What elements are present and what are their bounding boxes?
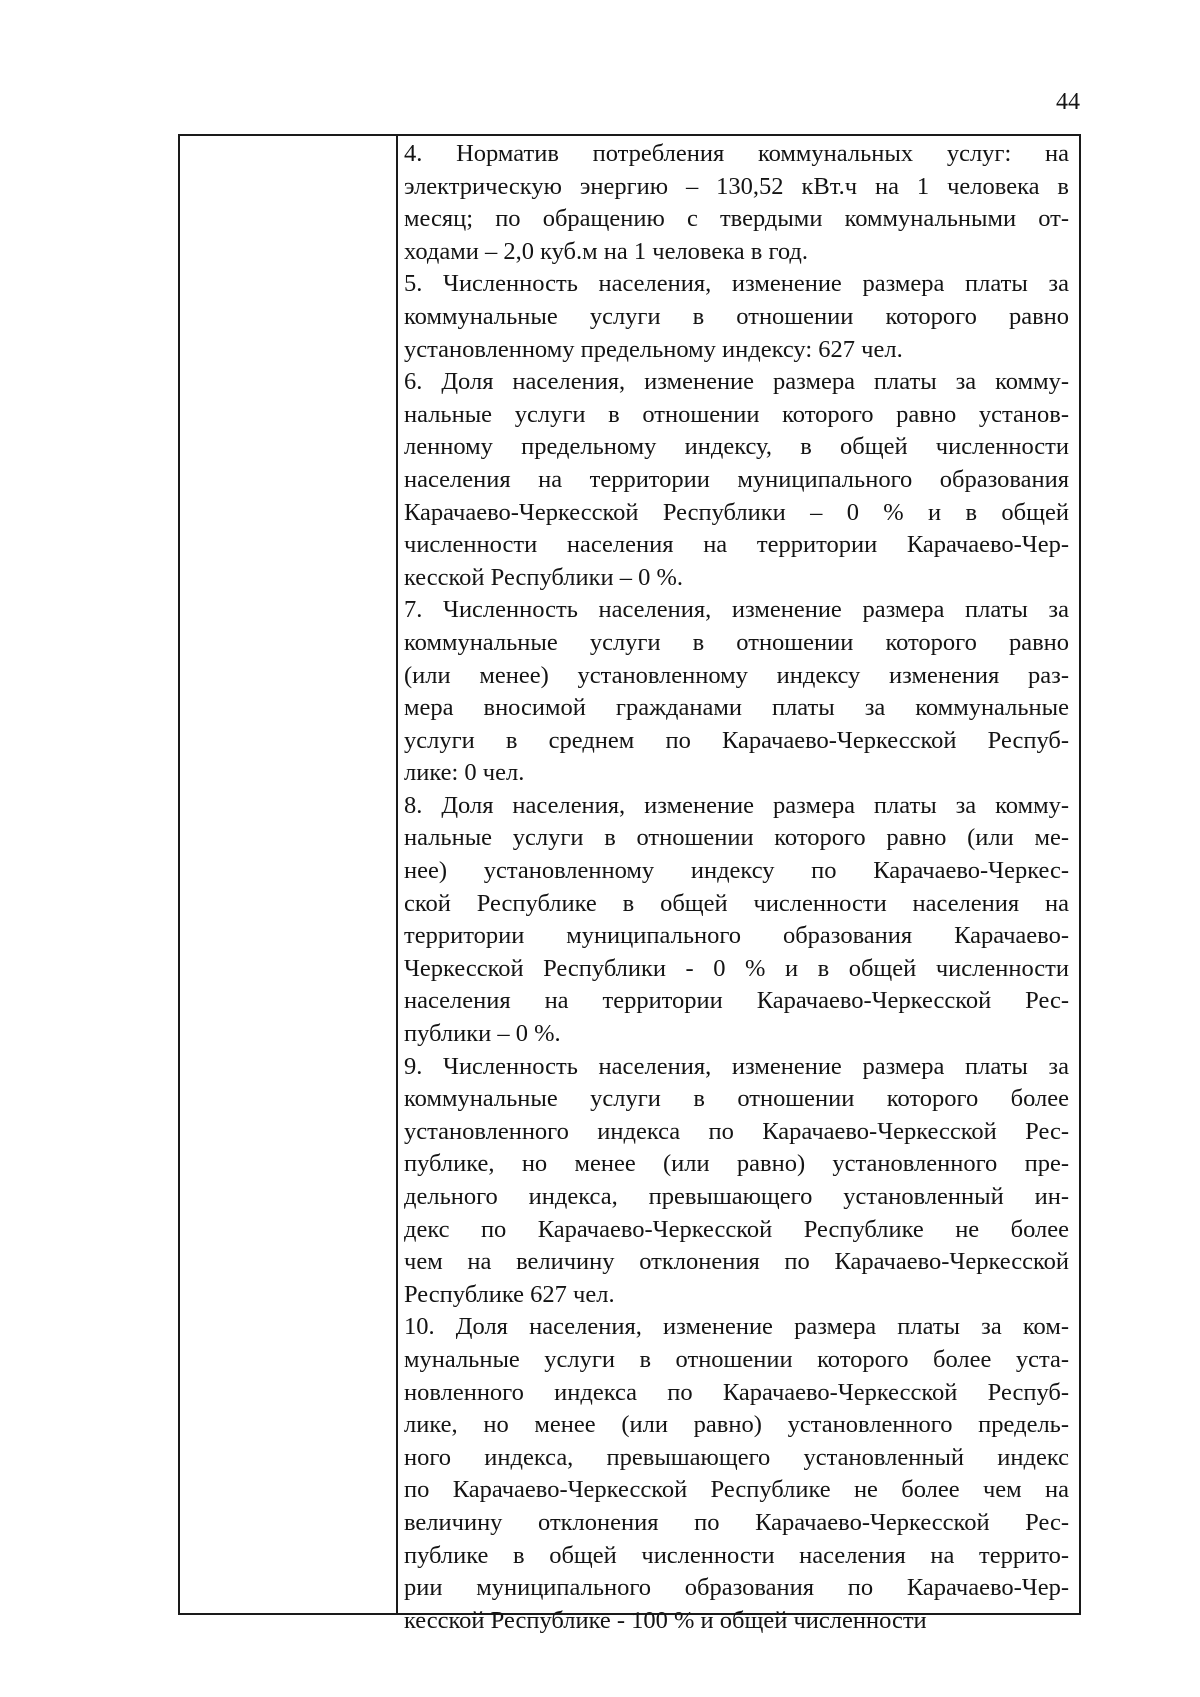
- text-line: 10. Доля населения, изменение размера платы за ком-: [404, 1313, 1069, 1341]
- text-line: 4. Норматив потребления коммунальных услуг: на: [404, 140, 1069, 167]
- text-line: чем на величину отклонения по Карачаево-Черкесской: [404, 1248, 1069, 1276]
- text-line: установленному предельному индексу: 627 чел.: [404, 335, 903, 363]
- list-item: [404, 594, 1069, 790]
- text-line: публике в общей численности населения на террито-: [404, 1541, 1069, 1569]
- text-line: публике, но менее (или равно) установленного пре-: [404, 1150, 1069, 1178]
- text-line: 5. Численность населения, изменение размера платы за: [404, 270, 1069, 298]
- text-line: рии муниципального образования по Карачаево-Чер-: [404, 1574, 1069, 1602]
- list-item: [404, 1311, 1069, 1637]
- text-line: 7. Численность населения, изменение размера платы за: [404, 596, 1069, 624]
- list-item: [404, 1051, 1069, 1312]
- text-line: электрическую энергию – 130,52 кВт.ч на 1 человека в: [404, 172, 1069, 200]
- list-item: [404, 366, 1069, 594]
- text-line: коммунальные услуги в отношении которого равно: [404, 628, 1069, 656]
- text-line: лике: 0 чел.: [404, 759, 525, 787]
- list-item: [404, 138, 1069, 268]
- text-line: (или менее) установленному индексу изменения раз-: [404, 661, 1069, 689]
- text-line: Черкесской Республики - 0 % и в общей численности: [404, 954, 1069, 982]
- page-number: 44: [1056, 89, 1080, 115]
- text-line: населения на территории муниципального образования: [404, 465, 1069, 493]
- text-line: кесской Республики – 0 %.: [404, 563, 683, 591]
- text-line: ской Республике в общей численности населения на: [404, 889, 1069, 917]
- text-line: кесской Республике - 100 % и общей численности: [404, 1606, 927, 1634]
- text-line: услуги в среднем по Карачаево-Черкесской Респуб-: [404, 726, 1069, 754]
- text-line: установленного индекса по Карачаево-Черкесской Рес-: [404, 1117, 1069, 1145]
- text-line: Карачаево-Черкесской Республики – 0 % и в общей: [404, 498, 1069, 526]
- text-line: нее) установленному индексу по Карачаево-Черкес-: [404, 857, 1069, 885]
- text-line: ного индекса, превышающего установленный индекс: [404, 1443, 1069, 1471]
- text-line: величину отклонения по Карачаево-Черкесской Рес-: [404, 1508, 1069, 1536]
- text-line: 8. Доля населения, изменение размера платы за комму-: [404, 791, 1069, 819]
- text-line: коммунальные услуги в отношении которого более: [404, 1085, 1069, 1113]
- text-line: по Карачаево-Черкесской Республике не более чем на: [404, 1476, 1069, 1504]
- table-left-cell: [180, 136, 398, 1613]
- list-item: [404, 790, 1069, 1051]
- text-line: декс по Карачаево-Черкесской Республике не более: [404, 1215, 1069, 1243]
- text-line: лике, но менее (или равно) установленного предель-: [404, 1411, 1069, 1439]
- text-line: коммунальные услуги в отношении которого равно: [404, 302, 1069, 330]
- text-line: населения на территории Карачаево-Черкесской Рес-: [404, 987, 1069, 1015]
- text-line: публики – 0 %.: [404, 1020, 561, 1048]
- text-line: нальные услуги в отношении которого равно (или ме-: [404, 824, 1069, 852]
- text-line: ленному предельному индексу, в общей численности: [404, 433, 1069, 461]
- text-line: дельного индекса, превышающего установленный ин-: [404, 1183, 1069, 1210]
- text-line: ходами – 2,0 куб.м на 1 человека в год.: [404, 237, 809, 265]
- text-line: мунальные услуги в отношении которого более уста-: [404, 1345, 1069, 1373]
- text-line: месяц; по обращению с твердыми коммунальными от-: [404, 205, 1069, 233]
- text-line: нальные услуги в отношении которого равно установ-: [404, 400, 1069, 428]
- text-line: мера вносимой гражданами платы за коммунальные: [404, 694, 1069, 722]
- text-line: территории муниципального образования Карачаево-: [404, 922, 1069, 950]
- text-line: численности населения на территории Карачаево-Чер-: [404, 531, 1069, 559]
- text-line: 9. Численность населения, изменение размера платы за: [404, 1052, 1069, 1080]
- text-line: новленного индекса по Карачаево-Черкесской Респуб-: [404, 1378, 1069, 1406]
- table-right-cell: [398, 136, 1079, 1634]
- list-item: [404, 268, 1069, 366]
- document-table: [178, 134, 1081, 1634]
- text-line: Республике 627 чел.: [404, 1280, 615, 1308]
- text-line: 6. Доля населения, изменение размера платы за комму-: [404, 368, 1069, 396]
